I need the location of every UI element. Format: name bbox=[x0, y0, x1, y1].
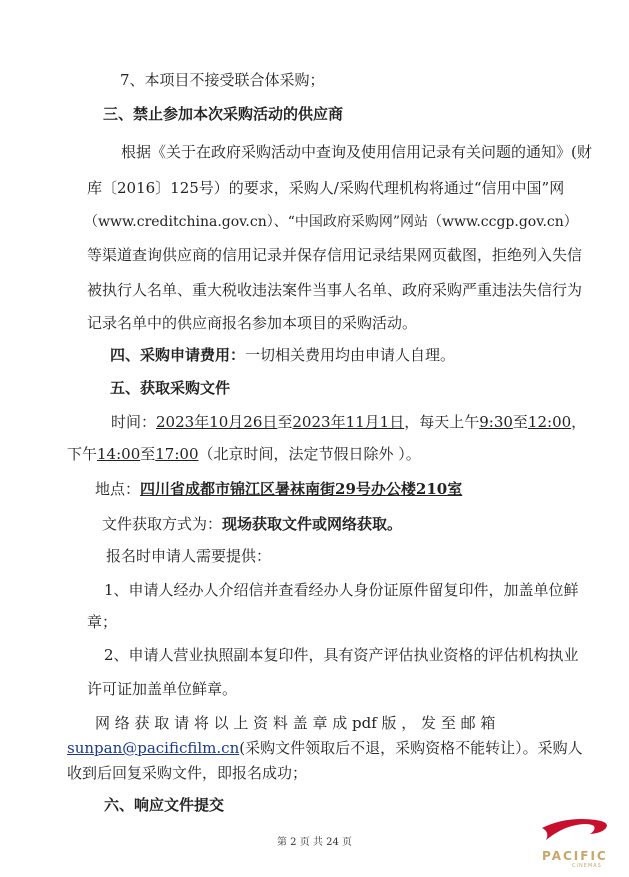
requirement-1-line-2: 章； bbox=[87, 613, 118, 631]
time-line-1 bbox=[111, 412, 586, 432]
requirement-2-line-1: 2、申请人营业执照副本复印件，具有资产评估执业资格的评估机构执业 bbox=[104, 646, 579, 664]
section-3-line-3: （www.creditchina.gov.cn）、“中国政府采购网”网站（www.ccgp.gov.cn） bbox=[84, 214, 578, 230]
time-pm-start: 14:00 bbox=[97, 445, 141, 463]
requirement-1-line-1: 1、申请人经办人介绍信并查看经办人身份证原件留复印件，加盖单位鲜 bbox=[104, 581, 579, 599]
method-value: 现场获取文件或网络获取。 bbox=[222, 515, 403, 533]
time-pm-end: 17:00 bbox=[155, 445, 199, 463]
section-3-line-5: 被执行人名单、重大税收违法案件当事人名单、政府采购严重违法失信行为 bbox=[87, 281, 583, 299]
time-to: 至 bbox=[512, 413, 528, 431]
time-to: 至 bbox=[277, 413, 293, 431]
logo-swoosh bbox=[542, 819, 607, 840]
email-link[interactable]: sunpan@pacificfilm.cn bbox=[67, 739, 240, 757]
method-label: 文件获取方式为： bbox=[102, 515, 223, 533]
online-line-2-rest: (采购文件领取后不退，采购资格不能转让）。采购人 bbox=[239, 739, 583, 757]
time-start-date: 2023年10月26日 bbox=[156, 413, 278, 431]
address-label: 地点： bbox=[95, 480, 141, 498]
address-value: 四川省成都市锦江区暑袜南街29号办公楼210室 bbox=[140, 480, 463, 498]
time-am-end: 12:00 bbox=[527, 413, 572, 431]
requirement-2-line-2: 许可证加盖单位鲜章。 bbox=[87, 680, 238, 698]
section-3-line-2: 库〔2016〕125号）的要求，采购人/采购代理机构将通过“信用中国”网 bbox=[87, 179, 565, 197]
section-4-heading: 四、采购申请费用： bbox=[110, 346, 246, 364]
require-intro: 报名时申请人需要提供： bbox=[106, 547, 272, 565]
section-3-line-6: 记录名单中的供应商报名参加本项目的采购活动。 bbox=[87, 314, 418, 332]
section-4 bbox=[110, 345, 455, 365]
online-line-2 bbox=[67, 738, 583, 758]
logo-sub: CINEMAS bbox=[572, 863, 602, 869]
section-3-heading: 三、禁止参加本次采购活动的供应商 bbox=[103, 105, 344, 123]
logo-name: PACIFIC bbox=[542, 849, 608, 863]
section-3-line-4: 等渠道查询供应商的信用记录并保存信用记录结果网页截图，拒绝列入失信 bbox=[87, 246, 583, 264]
time-prefix: 时间： bbox=[111, 413, 157, 431]
online-line-3: 收到后回复采购文件，即报名成功； bbox=[67, 764, 308, 782]
section-5-heading: 五、获取采购文件 bbox=[110, 379, 231, 397]
section-4-text: 一切相关费用均由申请人自理。 bbox=[245, 346, 456, 364]
time-pm-label: 下午 bbox=[67, 445, 98, 463]
section-6-heading: 六、响应文件提交 bbox=[104, 796, 225, 814]
address-line bbox=[95, 479, 462, 499]
page-number: 第 2 页 共 24 页 bbox=[277, 837, 352, 848]
time-sep: ，每天上午 bbox=[404, 413, 480, 431]
section-3-line-1: 根据《关于在政府采购活动中查询及使用信用记录有关问题的通知》(财 bbox=[121, 143, 592, 161]
time-tail: ， bbox=[571, 413, 587, 431]
time-line-2 bbox=[67, 444, 421, 464]
time-to: 至 bbox=[140, 445, 156, 463]
item-7: 7、本项目不接受联合体采购； bbox=[120, 71, 325, 89]
online-line-1: 网 络 获 取 请 将 以 上 资 料 盖 章 成 pdf 版 ， 发 至 邮 箱 bbox=[95, 714, 496, 732]
method-line bbox=[102, 514, 402, 534]
time-am-start: 9:30 bbox=[479, 413, 513, 431]
time-end-date: 2023年11月1日 bbox=[292, 413, 405, 431]
time-note: （北京时间，法定节假日除外 ）。 bbox=[198, 445, 421, 463]
